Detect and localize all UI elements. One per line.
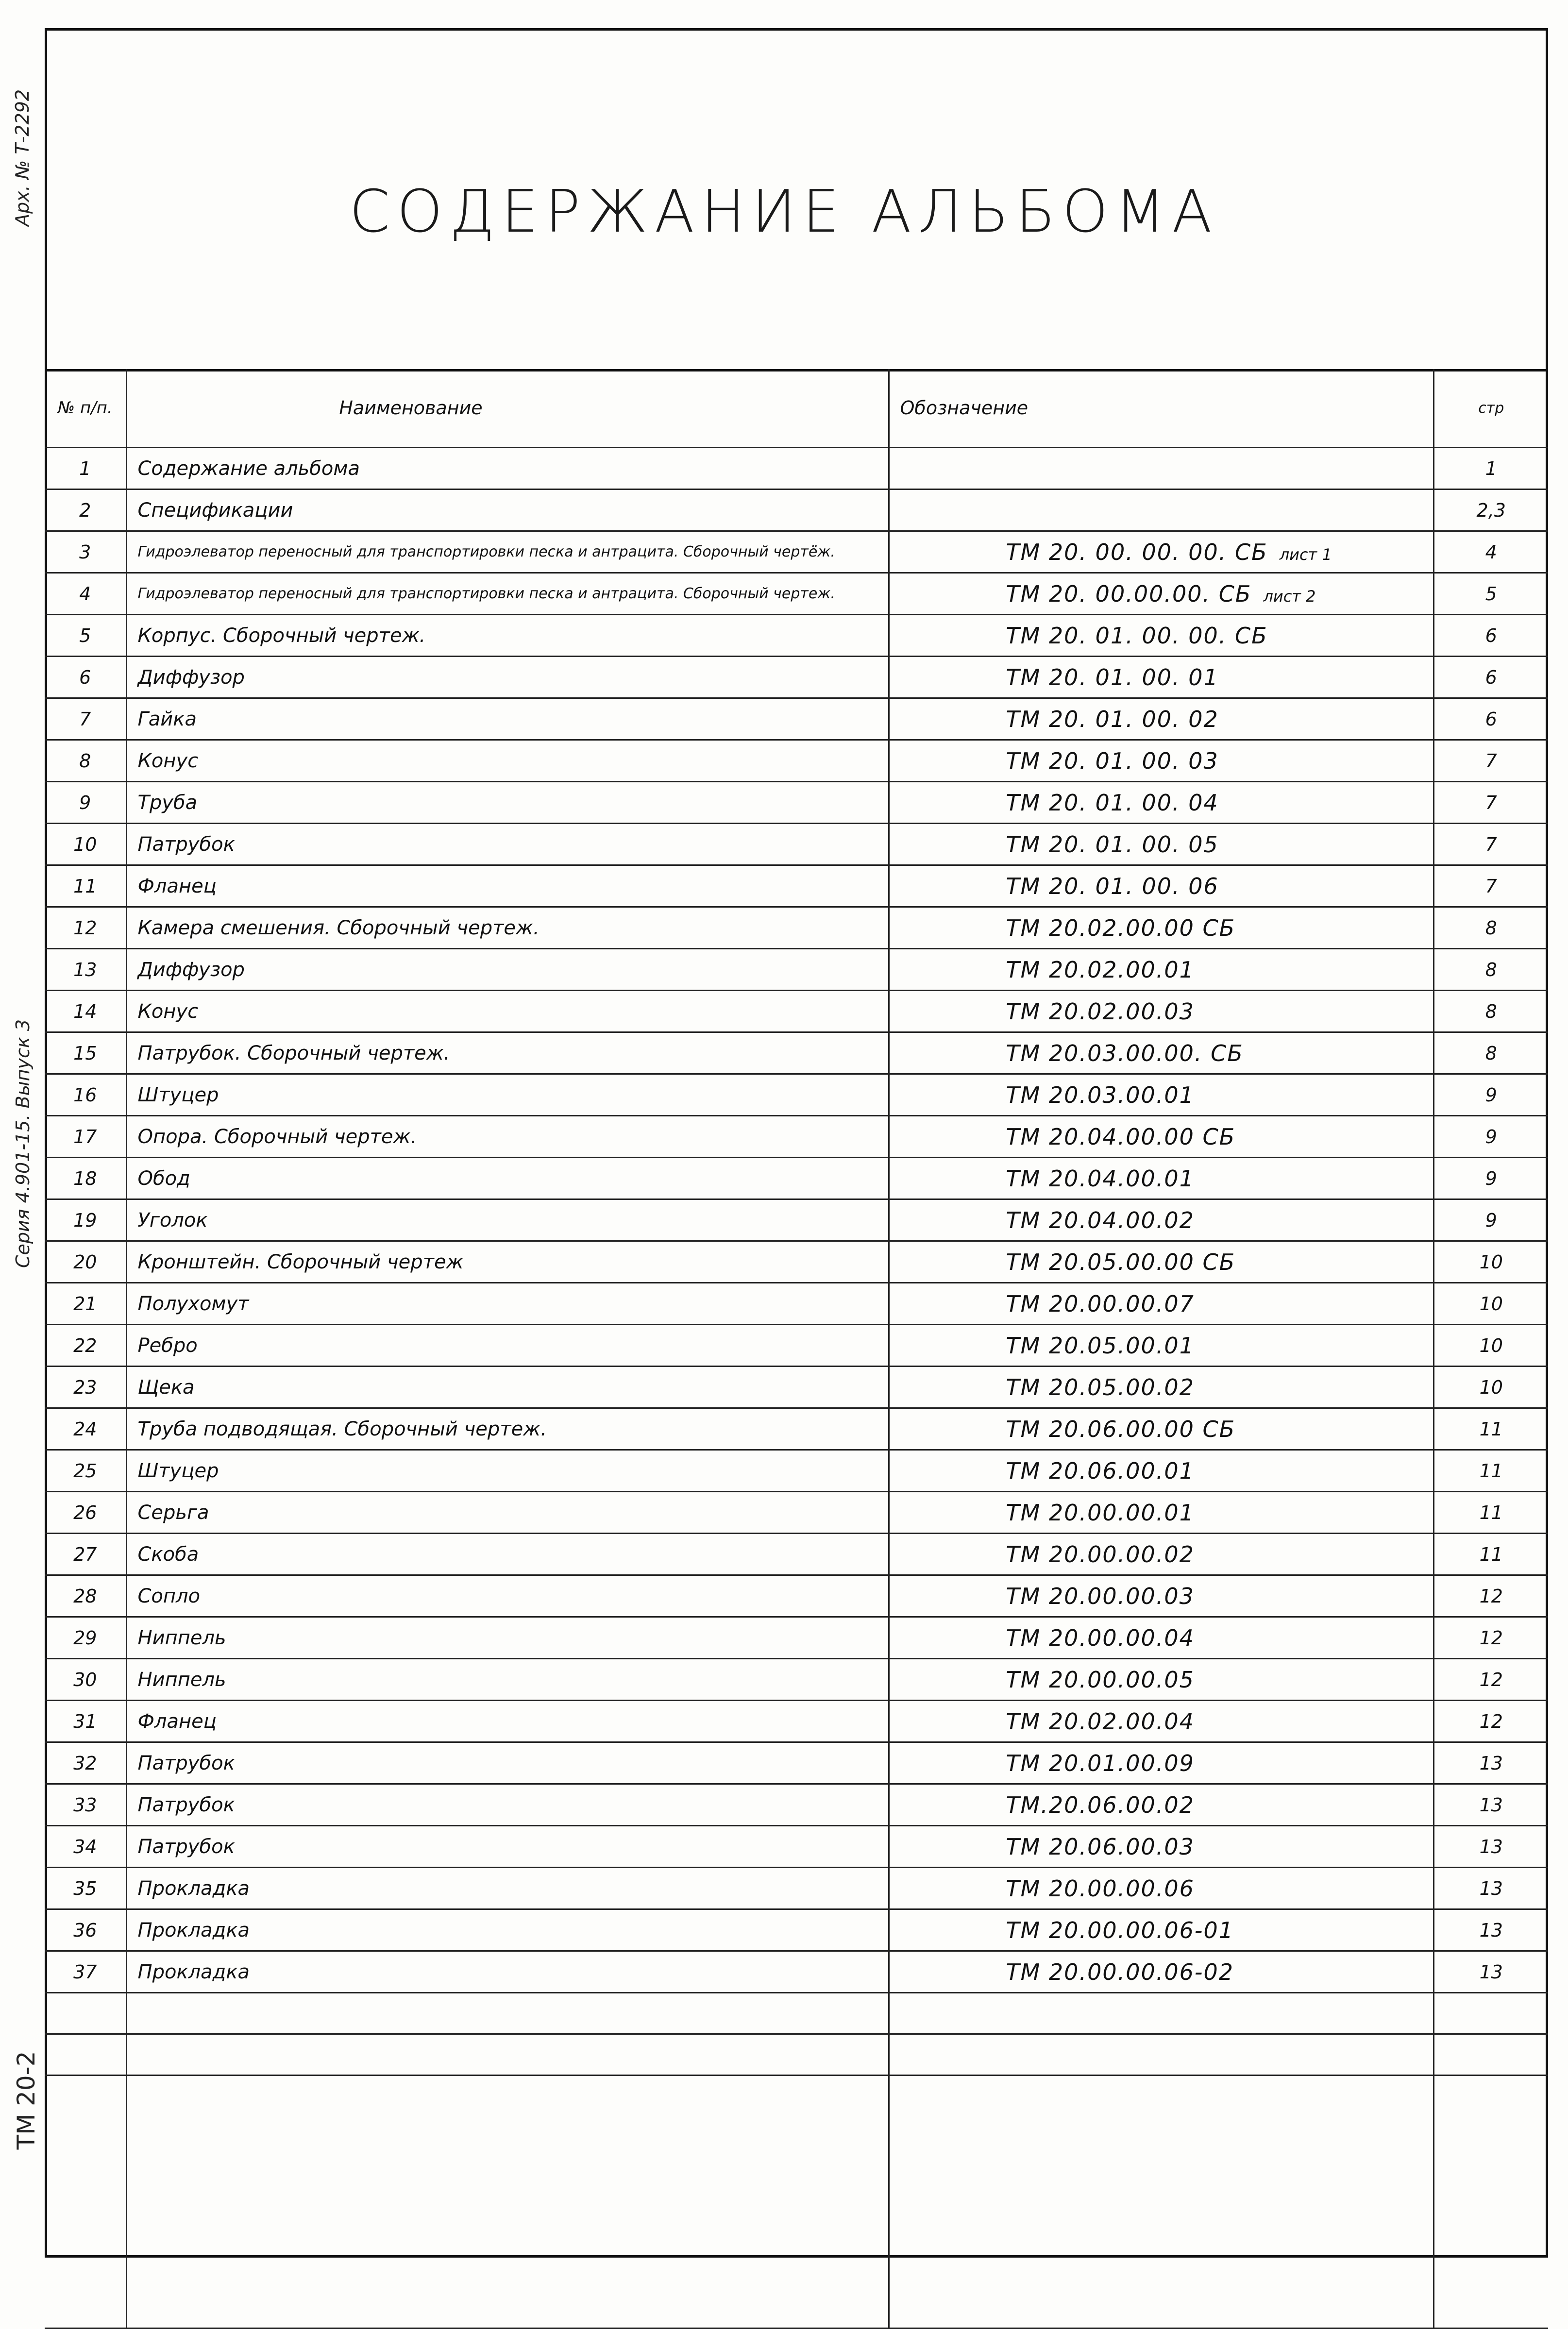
row-page: 11 (1433, 1450, 1548, 1492)
table-row (45, 991, 1548, 1032)
row-number: 14 (45, 991, 126, 1032)
row-number: 7 (45, 698, 126, 740)
table-row (45, 1074, 1548, 1116)
empty-cell (889, 2034, 1433, 2076)
row-name: Уголок (126, 1199, 889, 1241)
row-page: 13 (1433, 1784, 1548, 1826)
row-name: Корпус. Сборочный чертеж. (126, 615, 889, 657)
row-number: 19 (45, 1199, 126, 1241)
row-page: 13 (1433, 1951, 1548, 1993)
row-name: Опора. Сборочный чертеж. (126, 1116, 889, 1158)
row-page: 9 (1433, 1074, 1548, 1116)
row-number: 22 (45, 1325, 126, 1367)
row-number: 11 (45, 865, 126, 907)
row-name: Труба подводящая. Сборочный чертеж. (126, 1408, 889, 1450)
table-row (45, 740, 1548, 782)
sheet-code: ТМ 20-2 (12, 2051, 40, 2150)
row-designation (889, 865, 1433, 907)
table-row (45, 1575, 1548, 1617)
designation-code: ТМ 20. 01. 00. 06 (1006, 873, 1219, 899)
row-designation (889, 1617, 1433, 1659)
row-name: Обод (126, 1158, 889, 1199)
table-row (45, 1951, 1548, 1993)
row-name: Ребро (126, 1325, 889, 1367)
table-row (45, 1032, 1548, 1074)
row-designation (889, 1116, 1433, 1158)
row-designation (889, 907, 1433, 949)
row-designation (889, 1325, 1433, 1367)
row-number: 35 (45, 1868, 126, 1909)
row-page: 13 (1433, 1742, 1548, 1784)
table-row (45, 448, 1548, 489)
row-page: 12 (1433, 1659, 1548, 1701)
row-number: 34 (45, 1826, 126, 1868)
designation-code: ТМ 20.02.00.01 (1006, 956, 1195, 983)
row-number: 10 (45, 824, 126, 865)
row-name: Патрубок. Сборочный чертеж. (126, 1032, 889, 1074)
table-row (45, 1868, 1548, 1909)
row-number: 27 (45, 1534, 126, 1575)
table-row (45, 1283, 1548, 1325)
table-row (45, 1701, 1548, 1742)
row-name: Диффузор (126, 657, 889, 698)
designation-code: ТМ 20.04.00.02 (1006, 1207, 1195, 1233)
row-designation (889, 1492, 1433, 1534)
table-row (45, 1199, 1548, 1241)
row-name: Фланец (126, 865, 889, 907)
header-code: Обозначение (889, 369, 1433, 448)
row-name: Диффузор (126, 949, 889, 991)
row-page: 7 (1433, 824, 1548, 865)
row-page: 8 (1433, 949, 1548, 991)
row-name: Штуцер (126, 1450, 889, 1492)
row-page: 8 (1433, 907, 1548, 949)
table-row (45, 1617, 1548, 1659)
designation-code: ТМ 20.02.00.04 (1006, 1708, 1195, 1735)
empty-row (45, 2076, 1548, 2329)
designation-code: ТМ 20.00.00.06 (1006, 1875, 1195, 1902)
empty-cell (126, 2034, 889, 2076)
row-designation (889, 657, 1433, 698)
row-name: Штуцер (126, 1074, 889, 1116)
row-number: 37 (45, 1951, 126, 1993)
table-row (45, 1909, 1548, 1951)
row-number: 32 (45, 1742, 126, 1784)
designation-code: ТМ 20.05.00.01 (1006, 1332, 1195, 1359)
designation-code: ТМ 20.00.00.07 (1006, 1290, 1195, 1317)
row-page: 13 (1433, 1909, 1548, 1951)
row-name: Патрубок (126, 824, 889, 865)
empty-cell (1433, 2076, 1548, 2329)
designation-code: ТМ 20.02.00.03 (1006, 998, 1195, 1025)
row-designation (889, 1158, 1433, 1199)
row-name: Гайка (126, 698, 889, 740)
empty-row (45, 1993, 1548, 2034)
designation-code: ТМ 20.00.00.02 (1006, 1541, 1195, 1568)
row-designation (889, 1659, 1433, 1701)
row-page: 2,3 (1433, 489, 1548, 531)
table-row (45, 1534, 1548, 1575)
designation-code: ТМ.20.06.00.02 (1006, 1791, 1195, 1818)
row-name: Патрубок (126, 1742, 889, 1784)
row-designation (889, 1742, 1433, 1784)
row-name: Конус (126, 740, 889, 782)
row-page: 13 (1433, 1826, 1548, 1868)
designation-code: ТМ 20.03.00.00. СБ (1006, 1040, 1244, 1066)
row-name: Ниппель (126, 1659, 889, 1701)
table-row (45, 1325, 1548, 1367)
table-row (45, 489, 1548, 531)
row-number: 18 (45, 1158, 126, 1199)
row-page: 7 (1433, 740, 1548, 782)
designation-code: ТМ 20.00.00.06-02 (1006, 1958, 1234, 1985)
row-designation (889, 1074, 1433, 1116)
row-designation (889, 489, 1433, 531)
table-row (45, 657, 1548, 698)
table-row (45, 1367, 1548, 1408)
table-row (45, 615, 1548, 657)
row-name: Патрубок (126, 1784, 889, 1826)
table-row (45, 1826, 1548, 1868)
designation-sheet: лист 2 (1263, 587, 1316, 606)
row-designation (889, 1909, 1433, 1951)
row-designation (889, 1784, 1433, 1826)
row-designation (889, 1367, 1433, 1408)
row-number: 33 (45, 1784, 126, 1826)
row-number: 8 (45, 740, 126, 782)
row-name: Труба (126, 782, 889, 824)
empty-cell (889, 1993, 1433, 2034)
row-number: 2 (45, 489, 126, 531)
row-designation (889, 740, 1433, 782)
table-row (45, 573, 1548, 615)
empty-cell (1433, 1993, 1548, 2034)
row-designation (889, 1701, 1433, 1742)
row-number: 17 (45, 1116, 126, 1158)
row-designation (889, 1032, 1433, 1074)
designation-code: ТМ 20.06.00.01 (1006, 1457, 1195, 1484)
table-row (45, 1492, 1548, 1534)
designation-code: ТМ 20.00.00.04 (1006, 1624, 1195, 1651)
table-row (45, 531, 1548, 573)
row-page: 6 (1433, 657, 1548, 698)
empty-cell (45, 2034, 126, 2076)
row-name: Скоба (126, 1534, 889, 1575)
row-designation (889, 1534, 1433, 1575)
row-designation (889, 531, 1433, 573)
empty-cell (45, 1993, 126, 2034)
table-row (45, 907, 1548, 949)
row-number: 3 (45, 531, 126, 573)
table-row (45, 1784, 1548, 1826)
row-page: 11 (1433, 1408, 1548, 1450)
row-designation (889, 698, 1433, 740)
row-number: 29 (45, 1617, 126, 1659)
row-name: Серьга (126, 1492, 889, 1534)
table-row (45, 824, 1548, 865)
designation-code: ТМ 20. 00.00.00. СБ (1006, 580, 1252, 607)
table-row (45, 1158, 1548, 1199)
row-name: Спецификации (126, 489, 889, 531)
row-page: 10 (1433, 1283, 1548, 1325)
row-number: 4 (45, 573, 126, 615)
row-designation (889, 824, 1433, 865)
row-number: 15 (45, 1032, 126, 1074)
designation-code: ТМ 20. 00. 00. 00. СБ (1006, 539, 1268, 565)
row-number: 20 (45, 1241, 126, 1283)
table-row (45, 1116, 1548, 1158)
row-page: 11 (1433, 1492, 1548, 1534)
empty-row (45, 2034, 1548, 2076)
designation-code: ТМ 20. 01. 00. 04 (1006, 789, 1219, 816)
row-designation (889, 782, 1433, 824)
row-designation (889, 1199, 1433, 1241)
designation-code: ТМ 20.03.00.01 (1006, 1081, 1195, 1108)
designation-code: ТМ 20.00.00.05 (1006, 1666, 1195, 1693)
row-page: 6 (1433, 615, 1548, 657)
row-name: Сопло (126, 1575, 889, 1617)
row-page: 12 (1433, 1701, 1548, 1742)
designation-code: ТМ 20.06.00.03 (1006, 1833, 1195, 1860)
row-number: 6 (45, 657, 126, 698)
designation-code: ТМ 20.01.00.09 (1006, 1750, 1195, 1776)
row-name: Патрубок (126, 1826, 889, 1868)
row-page: 11 (1433, 1534, 1548, 1575)
row-number: 25 (45, 1450, 126, 1492)
row-designation (889, 1283, 1433, 1325)
row-designation (889, 615, 1433, 657)
series-note: Серия 4.901-15. Выпуск 3 (12, 1019, 34, 1268)
row-page: 10 (1433, 1325, 1548, 1367)
contents-table (45, 369, 1548, 2329)
row-number: 16 (45, 1074, 126, 1116)
row-name: Кронштейн. Сборочный чертеж (126, 1241, 889, 1283)
row-number: 12 (45, 907, 126, 949)
row-page: 9 (1433, 1116, 1548, 1158)
designation-code: ТМ 20.04.00.01 (1006, 1165, 1195, 1192)
row-number: 30 (45, 1659, 126, 1701)
empty-cell (45, 2076, 126, 2329)
designation-code: ТМ 20.05.00.00 СБ (1006, 1249, 1236, 1275)
row-page: 5 (1433, 573, 1548, 615)
archive-number: Арх. № Т-2292 (12, 89, 33, 226)
empty-cell (1433, 2034, 1548, 2076)
row-page: 7 (1433, 865, 1548, 907)
table-row (45, 1659, 1548, 1701)
row-number: 21 (45, 1283, 126, 1325)
row-designation (889, 1826, 1433, 1868)
table-body (45, 448, 1548, 2329)
page-title: СОДЕРЖАНИЕ АЛЬБОМА (349, 178, 1219, 246)
row-number: 5 (45, 615, 126, 657)
row-number: 31 (45, 1701, 126, 1742)
row-page: 12 (1433, 1575, 1548, 1617)
designation-code: ТМ 20. 01. 00. 01 (1006, 664, 1219, 691)
row-number: 9 (45, 782, 126, 824)
row-name: Прокладка (126, 1868, 889, 1909)
designation-code: ТМ 20. 01. 00. 00. СБ (1006, 622, 1268, 649)
designation-code: ТМ 20.05.00.02 (1006, 1374, 1195, 1401)
designation-code: ТМ 20. 01. 00. 03 (1006, 747, 1219, 774)
row-designation (889, 1408, 1433, 1450)
designation-code: ТМ 20.02.00.00 СБ (1006, 914, 1236, 941)
table-row (45, 1408, 1548, 1450)
designation-code: ТМ 20. 01. 00. 05 (1006, 831, 1219, 858)
row-name: Щека (126, 1367, 889, 1408)
designation-code: ТМ 20.04.00.00 СБ (1006, 1123, 1236, 1150)
row-name: Камера смешения. Сборочный чертеж. (126, 907, 889, 949)
row-page: 8 (1433, 1032, 1548, 1074)
row-name: Содержание альбома (126, 448, 889, 489)
row-number: 13 (45, 949, 126, 991)
row-page: 1 (1433, 448, 1548, 489)
empty-cell (889, 2076, 1433, 2329)
row-designation (889, 1868, 1433, 1909)
header-name: Наименование (126, 369, 889, 448)
row-number: 23 (45, 1367, 126, 1408)
row-name: Ниппель (126, 1617, 889, 1659)
row-designation (889, 991, 1433, 1032)
row-designation (889, 573, 1433, 615)
table-row (45, 865, 1548, 907)
row-page: 10 (1433, 1367, 1548, 1408)
row-number: 28 (45, 1575, 126, 1617)
row-name: Фланец (126, 1701, 889, 1742)
designation-code: ТМ 20.00.00.01 (1006, 1499, 1195, 1526)
row-name: Прокладка (126, 1909, 889, 1951)
designation-sheet: лист 1 (1279, 545, 1332, 564)
row-page: 9 (1433, 1158, 1548, 1199)
empty-cell (126, 1993, 889, 2034)
row-name: Гидроэлеватор переносный для транспортировки песка и антрацита. Сборочный чертёж. (126, 531, 889, 573)
table-header-row (45, 369, 1548, 448)
table-row (45, 698, 1548, 740)
header-num: № п/п. (45, 369, 126, 448)
table-row (45, 1450, 1548, 1492)
row-page: 4 (1433, 531, 1548, 573)
row-number: 1 (45, 448, 126, 489)
table-row (45, 1241, 1548, 1283)
designation-code: ТМ 20. 01. 00. 02 (1006, 706, 1219, 732)
row-designation (889, 1575, 1433, 1617)
table-row (45, 782, 1548, 824)
designation-code: ТМ 20.00.00.06-01 (1006, 1917, 1234, 1943)
table-row (45, 949, 1548, 991)
row-page: 12 (1433, 1617, 1548, 1659)
row-designation (889, 448, 1433, 489)
row-page: 7 (1433, 782, 1548, 824)
row-designation (889, 1450, 1433, 1492)
row-page: 10 (1433, 1241, 1548, 1283)
empty-cell (126, 2076, 889, 2329)
row-number: 26 (45, 1492, 126, 1534)
row-designation (889, 1241, 1433, 1283)
row-number: 36 (45, 1909, 126, 1951)
row-page: 13 (1433, 1868, 1548, 1909)
row-name: Гидроэлеватор переносный для транспортировки песка и антрацита. Сборочный чертеж. (126, 573, 889, 615)
row-page: 8 (1433, 991, 1548, 1032)
row-number: 24 (45, 1408, 126, 1450)
designation-code: ТМ 20.06.00.00 СБ (1006, 1416, 1236, 1442)
row-page: 6 (1433, 698, 1548, 740)
header-page: стр (1433, 369, 1548, 448)
row-name: Конус (126, 991, 889, 1032)
row-name: Полухомут (126, 1283, 889, 1325)
row-designation (889, 1951, 1433, 1993)
designation-code: ТМ 20.00.00.03 (1006, 1583, 1195, 1609)
table-row (45, 1742, 1548, 1784)
row-designation (889, 949, 1433, 991)
row-name: Прокладка (126, 1951, 889, 1993)
row-page: 9 (1433, 1199, 1548, 1241)
